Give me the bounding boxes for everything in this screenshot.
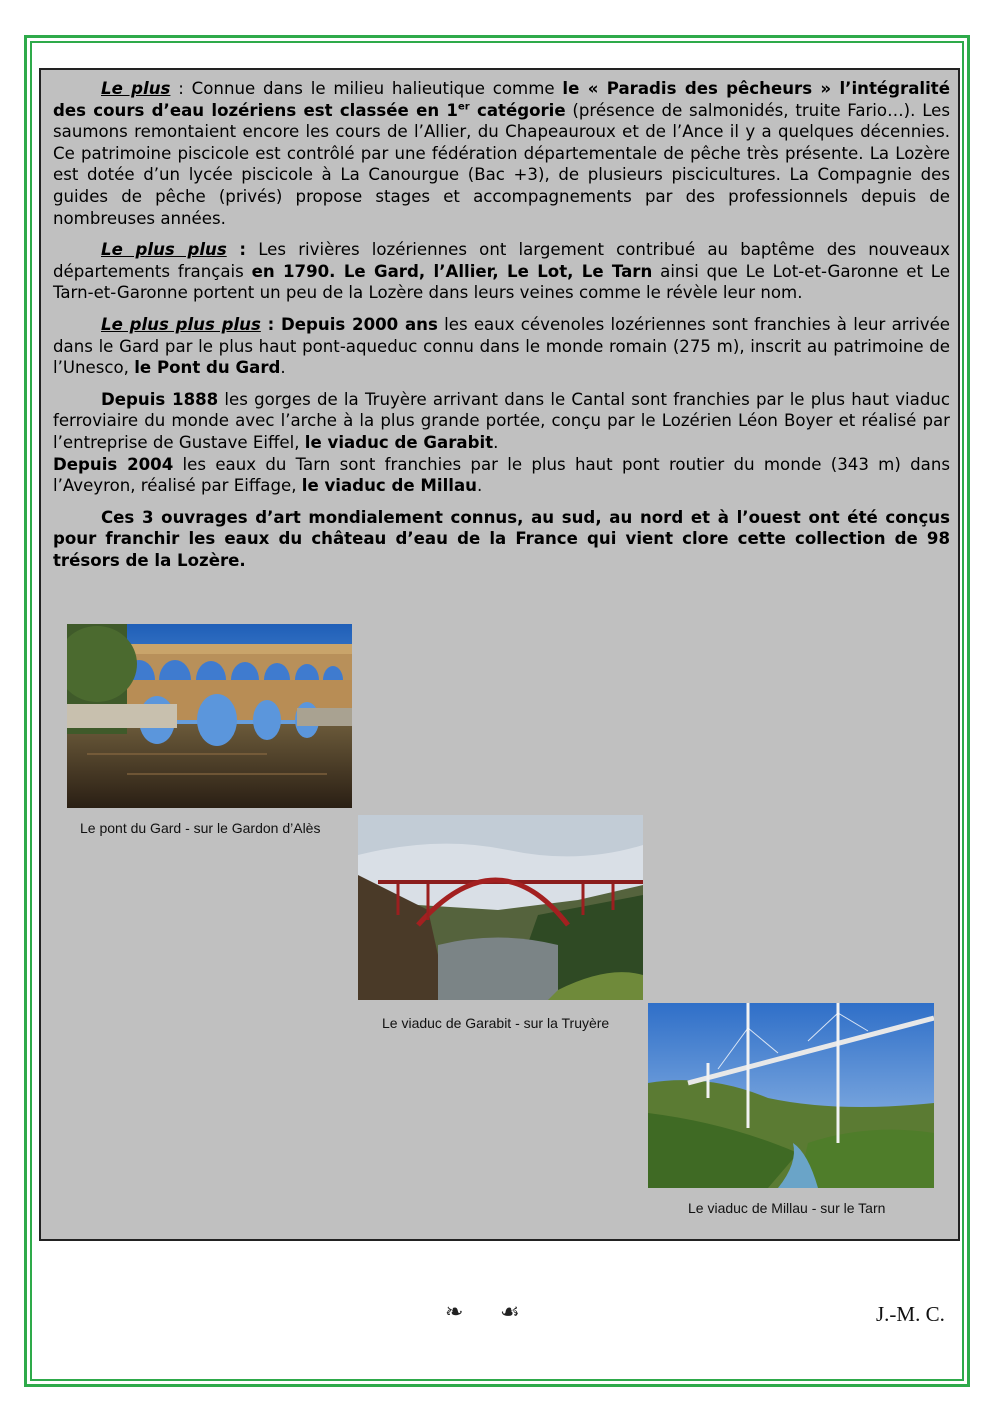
paragraph-millau: Depuis 2004 les eaux du Tarn sont franchies par le plus haut pont routier du monde (343 m) dans l’Aveyron, réalisé par Eiffage, le viaduc de Millau.	[53, 454, 950, 496]
fleuron-left-icon: ❧	[445, 1300, 464, 1325]
paragraph-le-plus-plus: Le plus plus : Les rivières lozériennes ont largement contribué au baptême des nouveaux départements français en 1790. Le Gard, l’Allier, Le Lot, Le Tarn ainsi que Le Lot-et-Garonne et Le Tarn-et-Garonne portent un peu de la Lozère dans leurs veines comme le révèle leur nom.	[53, 240, 950, 303]
fleuron-right-icon: ☙	[500, 1300, 520, 1325]
article-text	[53, 78, 950, 581]
heading-le-plus-plus: Le plus plus	[101, 240, 227, 260]
caption-viaduc-garabit: Le viaduc de Garabit - sur la Truyère	[382, 1015, 610, 1031]
caption-pont-du-gard: Le pont du Gard - sur le Gardon d’Alès	[80, 820, 321, 836]
author-signature: J.-M. C.	[876, 1302, 945, 1326]
photo-viaduc-millau	[648, 1003, 934, 1188]
photo-viaduc-garabit	[358, 815, 643, 1000]
photo-pont-du-gard	[67, 624, 352, 808]
paragraph-le-plus: Le plus : Connue dans le milieu halieutique comme le « Paradis des pêcheurs » l’intégralité des cours d’eau lozériens est classée en 1er catégorie (présence de salmonidés, truite Fario…). Les saumons remontaient encore les cours de l’Allier, du Chapeauroux et de l’Ance il y a quelques décennies. Ce patrimoine piscicole est contrôlé par une fédération départementale de pêche très présente. La Lozère est dotée d’un lycée piscicole à La Canourgue (Bac +3), de plusieurs piscicultures. La Compagnie des guides de pêche (privés) propose stages et accompagnements par des professionnels depuis de nombreuses années.	[53, 79, 950, 228]
paragraph-garabit: Depuis 1888 les gorges de la Truyère arrivant dans le Cantal sont franchies par le plus haut viaduc ferroviaire du monde avec l’arche à la plus grande portée, conçu par le Lozérien Léon Boyer et réalisé par l’entreprise de Gustave Eiffel, le viaduc de Garabit.	[53, 389, 950, 452]
heading-le-plus-plus-plus: Le plus plus plus	[101, 314, 261, 334]
paragraph-le-plus-plus-plus: Le plus plus plus : Depuis 2000 ans les eaux cévenoles lozériennes sont franchies à leur arrivée dans le Gard par le plus haut pont-aqueduc connu dans le monde romain (275 m), inscrit au patrimoine de l’Unesco, le Pont du Gard.	[53, 314, 950, 378]
paragraph-conclusion: Ces 3 ouvrages d’art mondialement connus, au sud, au nord et à l’ouest ont été conçus pour franchir les eaux du château d’eau de la France qui vient clore cette collection de 98 trésors de la Lozère.	[53, 507, 950, 570]
caption-viaduc-millau: Le viaduc de Millau - sur le Tarn	[688, 1200, 886, 1216]
heading-le-plus: Le plus	[101, 79, 171, 98]
